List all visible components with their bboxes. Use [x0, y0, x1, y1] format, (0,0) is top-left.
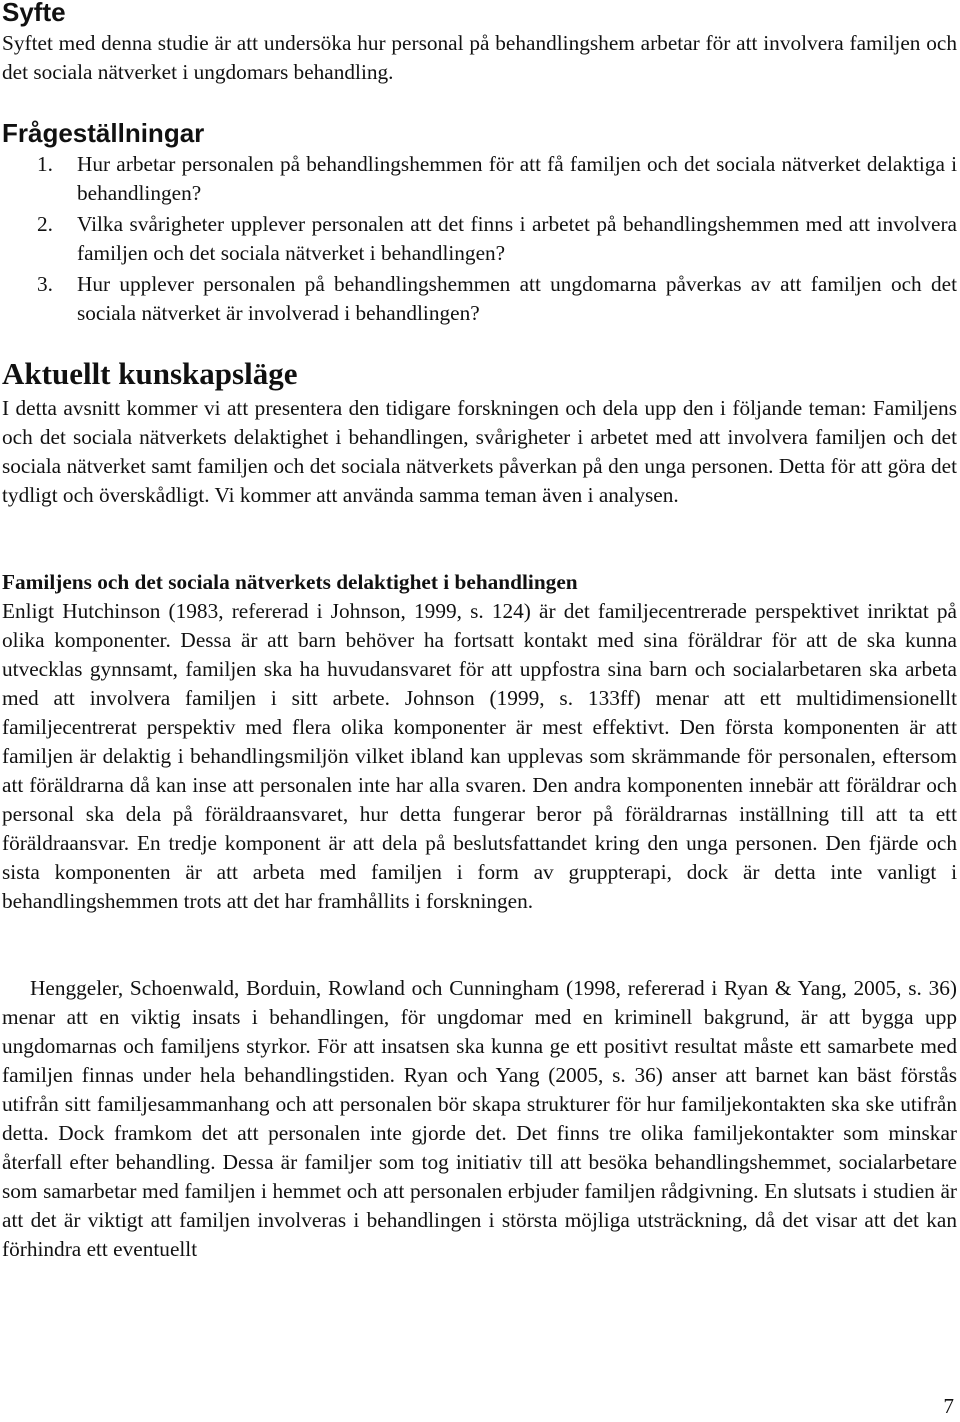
- list-item-text: Hur upplever personalen på behandlingshemmen att ungdomarna påverkas av att familjen och det sociala nätverket är involverad i behandlingen?: [77, 272, 957, 325]
- aktuellt-paragraph: I detta avsnitt kommer vi att presentera den tidigare forskningen och dela upp den i följande teman: Familjens och det sociala nätverkets delaktighet i behandlingen, svårigheter i arbetet med att involvera familjen och det sociala nätverket samt familjen och det sociala nätverkets påverkan på den unga personen. Detta för att göra det tydligt och överskådligt. Vi kommer att använda samma teman även i analysen.: [2, 396, 957, 507]
- list-item-number: 1.: [37, 152, 53, 176]
- syfte-paragraph: Syftet med denna studie är att undersöka hur personal på behandlingshem arbetar för att involvera familjen och det sociala nätverket i ungdomars behandling.: [2, 31, 957, 84]
- list-item-text: Hur arbetar personalen på behandlingshemmen för att få familjen och det sociala nätverket delaktiga i behandlingen?: [77, 152, 957, 205]
- list-item: [2, 210, 957, 268]
- list-item-number: 3.: [37, 272, 53, 296]
- aktuellt-kunskapslage-heading: Aktuellt kunskapsläge: [2, 356, 298, 391]
- list-item-text: Vilka svårigheter upplever personalen att det finns i arbetet på behandlingshemmen med att involvera familjen och det sociala nätverket i behandlingen?: [77, 212, 957, 265]
- list-item: [2, 270, 957, 328]
- fragestallningar-heading: Frågeställningar: [2, 118, 205, 148]
- section-heading: Familjens och det sociala nätverkets delaktighet i behandlingen: [2, 570, 578, 594]
- body-paragraph: Enligt Hutchinson (1983, refererad i Johnson, 1999, s. 124) är det familjecentrerade perspektivet inriktat på olika komponenter. Dessa är att barn behöver ha fortsatt kontakt med sina föräldrar för att de ska kunna utvecklas gynnsamt, familjen ska ha huvudansvaret för att uppfostra sina barn och socialarbetaren ska arbeta med att involvera familjen i sitt arbete. Johnson (1999, s. 133ff) menar att ett multidimensionellt familjecentrerat perspektiv med flera olika komponenter är mest effektivt. Den första komponenten är att familjen är delaktig i behandlingsmiljön vilket ibland kan upplevas som skrämmande för personalen, eftersom att föräldrarna då kan inse att personalen inte har alla svaren. Den andra komponenten innebär att föräldrar och personal ska dela på föräldraansvaret, hur detta fungerar beror på föräldrarnas inställning till att ta ett föräldraansvar. En tredje komponent är att dela på beslutsfattandet kring den unga personen. Den fjärde och sista komponenten är att arbeta med familjen i form av gruppterapi, dock är detta inte vanligt i behandlingshemmen trots att det har framhållits i forskningen.: [2, 599, 957, 913]
- body-paragraph: Henggeler, Schoenwald, Borduin, Rowland och Cunningham (1998, refererad i Ryan & Yang, 2005, s. 36) menar att en viktig insats i behandlingen, för ungdomar med en kriminell bakgrund, är att bygga upp ungdomarnas och familjens styrkor. För att insatsen ska kunna ge ett positivt resultat måste ett samarbete med familjen finnas under hela behandlingstiden. Ryan och Yang (2005, s. 36) anser att barnet kan bäst förstås utifrån sitt familjesammanhang och att personalen bör skapa strukturer för hur familjekontakten ska ske utifrån detta. Dock framkom det att personalen inte gjorde det. Det finns tre olika familjekontakter som minskar återfall efter behandling. Dessa är familjer som tog initiativ till att besöka behandlingshemmet, socialarbetare som samarbetar med familjen i hemmet och att personalen erbjuder familjen rådgivning. En slutsats i studien är att det är viktigt att familjen involveras i behandlingen i största möjliga utsträckning, då det visar att det kan förhindra ett eventuellt: [2, 976, 957, 1261]
- page-number: 7: [943, 1394, 954, 1418]
- list-item: [2, 150, 957, 208]
- research-questions-list: [2, 150, 957, 330]
- list-item-number: 2.: [37, 212, 53, 236]
- syfte-heading: Syfte: [2, 0, 66, 27]
